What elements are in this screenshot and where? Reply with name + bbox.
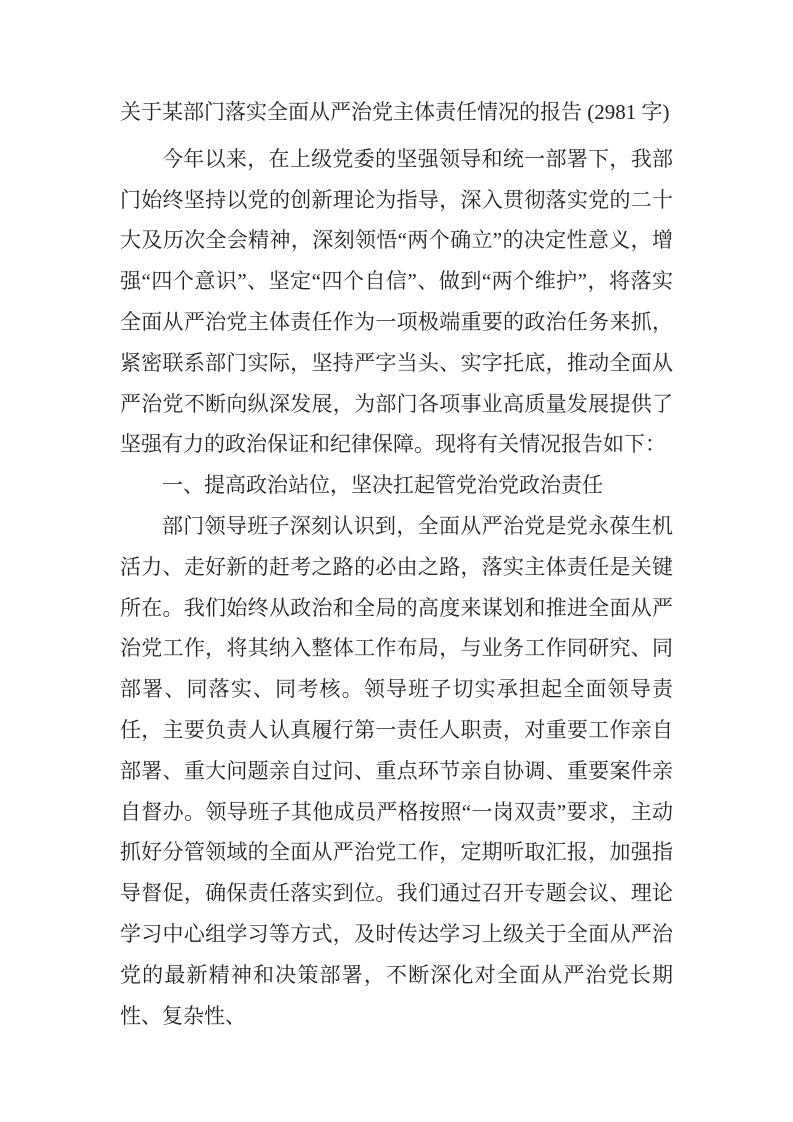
- section-heading-1: 一、提高政治站位，坚决扛起管党治党政治责任: [162, 473, 603, 498]
- paragraph-intro: 今年以来，在上级党委的坚强领导和统一部署下，我部门始终坚持以党的创新理论为指导，深入贯彻落实党的二十大及历次全会精神，深刻领悟“两个确立”的决定性意义，增强“四个意识”、坚定“四个自信”、做到“两个维护”，将落实全面从严治党主体责任作为一项极端重要的政治任务来抓，紧密联系部门实际，坚持严字当头、实字托底，推动全面从严治党不断向纵深发展，为部门各项事业高质量发展提供了坚强有力的政治保证和纪律保障。现将有关情况报告如下：: [120, 146, 673, 457]
- document-title: 关于某部门落实全面从严治党主体责任情况的报告 (2981 字): [120, 100, 670, 124]
- paragraph-section-1: 部门领导班子深刻认识到，全面从严治党是党永葆生机活力、走好新的赶考之路的必由之路，落实主体责任是关键所在。我们始终从政治和全局的高度来谋划和推进全面从严治党工作，将其纳入整体工作布局，与业务工作同研究、同部署、同落实、同考核。领导班子切实承担起全面领导责任，主要负责人认真履行第一责任人职责，对重要工作亲自部署、重大问题亲自过问、重点环节亲自协调、重要案件亲自督办。领导班子其他成员严格按照“一岗双责”要求，主动抓好分管领域的全面从严治党工作，定期听取汇报，加强指导督促，确保责任落实到位。我们通过召开专题会议、理论学习中心组学习等方式，及时传达学习上级关于全面从严治党的最新精神和决策部署，不断深化对全面从严治党长期性、复杂性、: [120, 513, 673, 1028]
